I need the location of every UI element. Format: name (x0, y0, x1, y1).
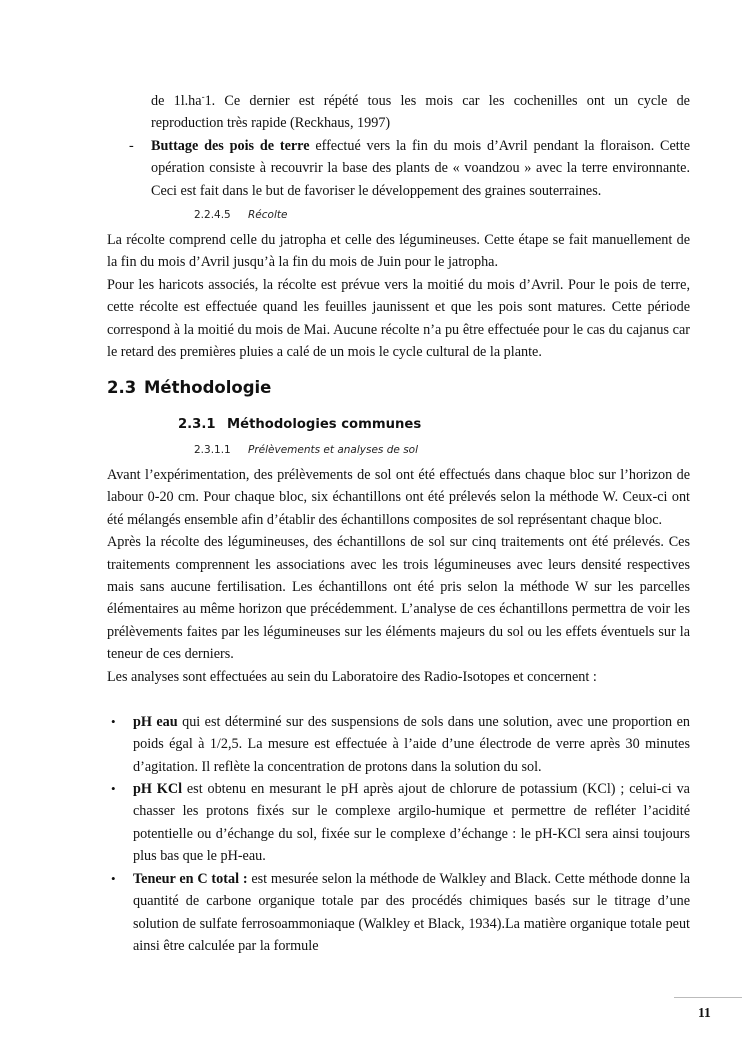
methods-paragraph-1: Avant l’expérimentation, des prélèvements de sol ont été effectués dans chaque bloc sur l’horizon de labour 0-20 cm. Pour chaque bloc, six échantillons ont été prélevés selon la méthode W. Ceux-ci ont été mélangés ensemble afin d’établir des échantillons composites de sol représentant chaque bloc. (107, 467, 690, 528)
recolte-paragraph-2: Pour les haricots associés, la récolte est prévue vers la moitié du mois d’Avril. Pour le pois de terre, cette récolte est effectuée quand les feuilles jaunissent et que les pois sont matures. Cette période correspond à la moitié du mois de Mai. Aucune récolte n’a pu être effectuée pour le cas du cajanus car le retard des premières pluies a calé de un mois le cycle cultural de la plante. (107, 276, 690, 361)
section-heading: 2.3 Méthodologie (107, 378, 272, 397)
continuation-line-2: reproduction très rapide (Reckhaus, 1997) (151, 115, 391, 132)
bullet-marker: • (111, 714, 116, 729)
subsection-heading: 2.3.1 Méthodologies communes (178, 417, 422, 432)
bullet-ph-kcl: pH KCl est obtenu en mesurant le pH après ajout de chlorure de potassium (KCl) ; celui-ci va chasser les protons fixés sur le complexe argilo-humique et permettre de refléter l’acidité potentielle ou d’échange du sol, fixée sur le complexe d’échange : le pH-KCl sera ainsi toujours plus bas que le pH-eau. (133, 781, 690, 865)
buttage-term: Buttage des pois de terre (151, 138, 310, 154)
list-dash: - (129, 138, 134, 154)
bullet-marker: • (111, 871, 116, 886)
bullet-c-total: Teneur en C total : est mesurée selon la méthode de Walkley and Black. Cette méthode donne la quantité de carbone organique totale par des procédés chimiques basés sur le titrage d’une solution de sulfate ferrosoammoniaque (Walkley et Black, 1934).La matière organique totale peut ainsi être calculée par la formule (133, 871, 690, 955)
bullet-ph-eau: pH eau qui est déterminé sur des suspensions de sols dans une solution, avec une proportion en poids égal à 1/2,5. La mesure est effectuée à l’aide d’une électrode de verre après 30 minutes d’agitation. Il reflète la concentration de protons dans la solution du sol. (133, 714, 690, 775)
recolte-section (107, 229, 690, 363)
heading-recolte: 2.2.4.5 Récolte (194, 209, 288, 221)
subsubsection-heading: 2.3.1.1 Prélèvements et analyses de sol (194, 444, 419, 456)
footer-rule (674, 997, 742, 998)
continuation-paragraph (151, 90, 690, 135)
buttage-item: Buttage des pois de terre effectué vers la fin du mois d’Avril pendant la floraison. Cette opération consiste à recouvrir la base des plants de « voandzou » avec la terre environnante. Ceci est fait dans le but de favoriser le développement des graines souterraines. (151, 138, 690, 199)
methods-section (107, 464, 690, 688)
methods-paragraph-2: Après la récolte des légumineuses, des échantillons de sol sur cinq traitements ont été prélevés. Ces traitements comprennent les associations avec les trois légumineuses avec leurs densité respectives mais sans aucune fertilisation. Les échantillons ont été pris selon la méthode W sur les parcelles élémentaires au même horizon que précédemment. L’analyse de ces échantillons permettra de voir les prélèvements faites par les légumineuses sur les éléments majeurs du sol ou les effets éventuels sur la teneur de ces derniers. (107, 534, 690, 663)
methods-paragraph-3: Les analyses sont effectuées au sein du Laboratoire des Radio-Isotopes et concernent : (107, 668, 597, 685)
page-number: 11 (698, 1005, 711, 1020)
bullet-marker: • (111, 781, 116, 796)
recolte-paragraph-1: La récolte comprend celle du jatropha et celle des légumineuses. Cette étape se fait manuellement de la fin du mois d’Avril jusqu’à la fin du mois de Juin pour le jatropha. (107, 232, 690, 271)
continuation-line-1: de 1l.ha-1. Ce dernier est répété tous les mois car les cochenilles ont un cycle de (151, 91, 690, 109)
